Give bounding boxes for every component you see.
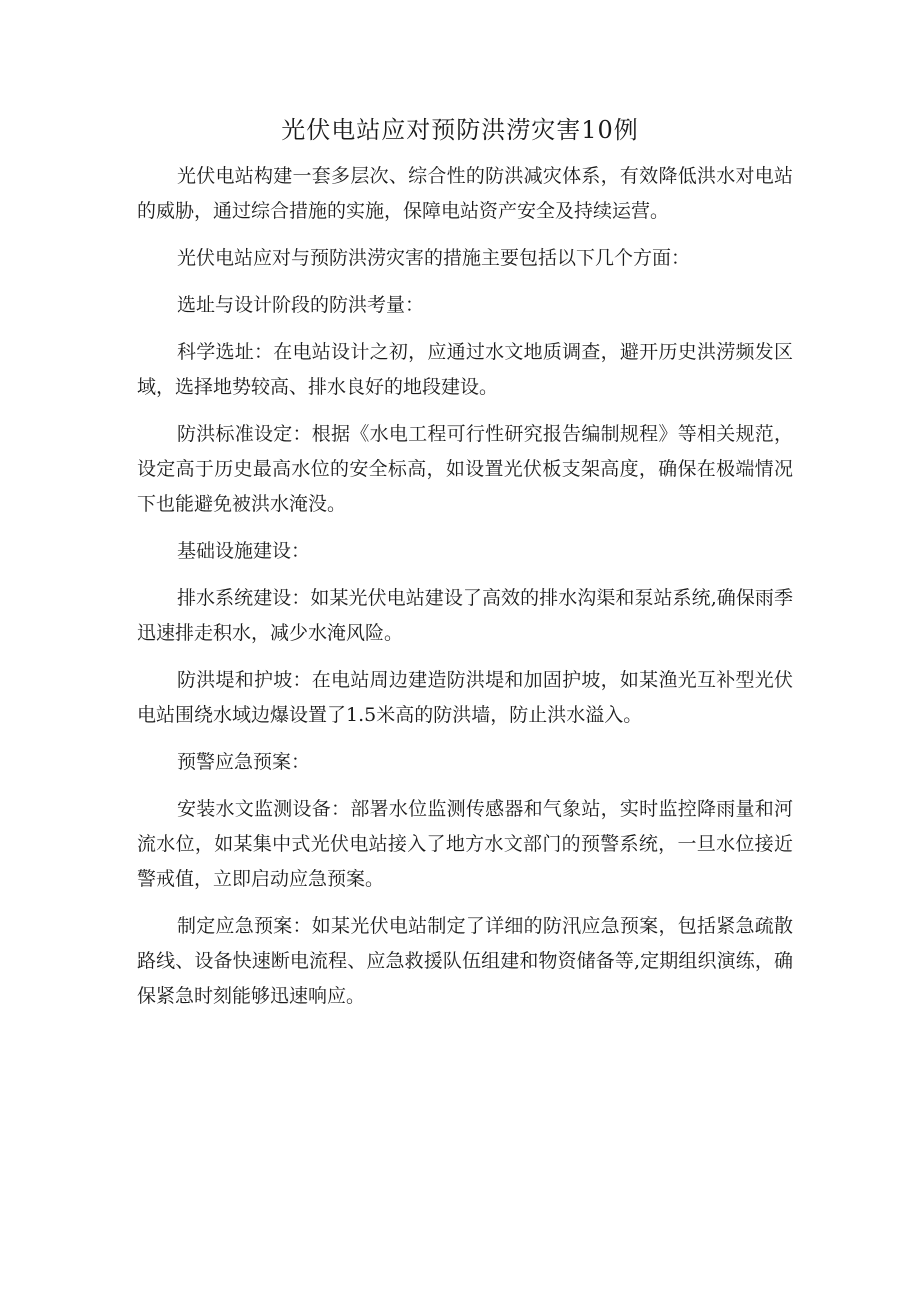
paragraph-flood-levee: 防洪堤和护坡：在电站周边建造防洪堤和加固护坡，如某渔光互补型光伏电站围绕水域边爆设置了1.5米高的防洪墙，防止洪水溢入。 xyxy=(137,669,793,726)
paragraph-intro: 光伏电站构建一套多层次、综合性的防洪减灾体系，有效降低洪水对电站的威胁，通过综合措施的实施，保障电站资产安全及持续运营。 xyxy=(137,165,793,222)
paragraph-site-selection: 科学选址：在电站设计之初，应通过水文地质调查，避开历史洪涝频发区域，选择地势较高、排水良好的地段建设。 xyxy=(137,341,793,398)
document-body xyxy=(137,159,793,1026)
paragraph-measures-overview: 光伏电站应对与预防洪涝灾害的措施主要包括以下几个方面： xyxy=(177,247,691,269)
section-heading-early-warning: 预警应急预案： xyxy=(177,751,311,773)
document-title: 光伏电站应对预防洪涝灾害10例 xyxy=(281,116,639,144)
paragraph-drainage-system: 排水系统建设：如某光伏电站建设了高效的排水沟渠和泵站系统,确保雨季迅速排走积水，减少水淹风险。 xyxy=(137,587,793,644)
section-heading-infrastructure: 基础设施建设： xyxy=(177,540,311,562)
paragraph-emergency-plan: 制定应急预案：如某光伏电站制定了详细的防汛应急预案，包括紧急疏散路线、设备快速断电流程、应急救援队伍组建和物资储备等,定期组织演练，确保紧急时刻能够迅速响应。 xyxy=(137,915,793,1007)
section-heading-site-design: 选址与设计阶段的防洪考量： xyxy=(177,294,425,316)
paragraph-hydrology-monitoring: 安装水文监测设备：部署水位监测传感器和气象站，实时监控降雨量和河流水位，如某集中式光伏电站接入了地方水文部门的预警系统，一旦水位接近警戒值，立即启动应急预案。 xyxy=(137,798,793,890)
paragraph-flood-standard: 防洪标准设定：根据《水电工程可行性研究报告编制规程》等相关规范，设定高于历史最高水位的安全标高，如设置光伏板支架高度，确保在极端情况下也能避免被洪水淹没。 xyxy=(137,423,793,515)
